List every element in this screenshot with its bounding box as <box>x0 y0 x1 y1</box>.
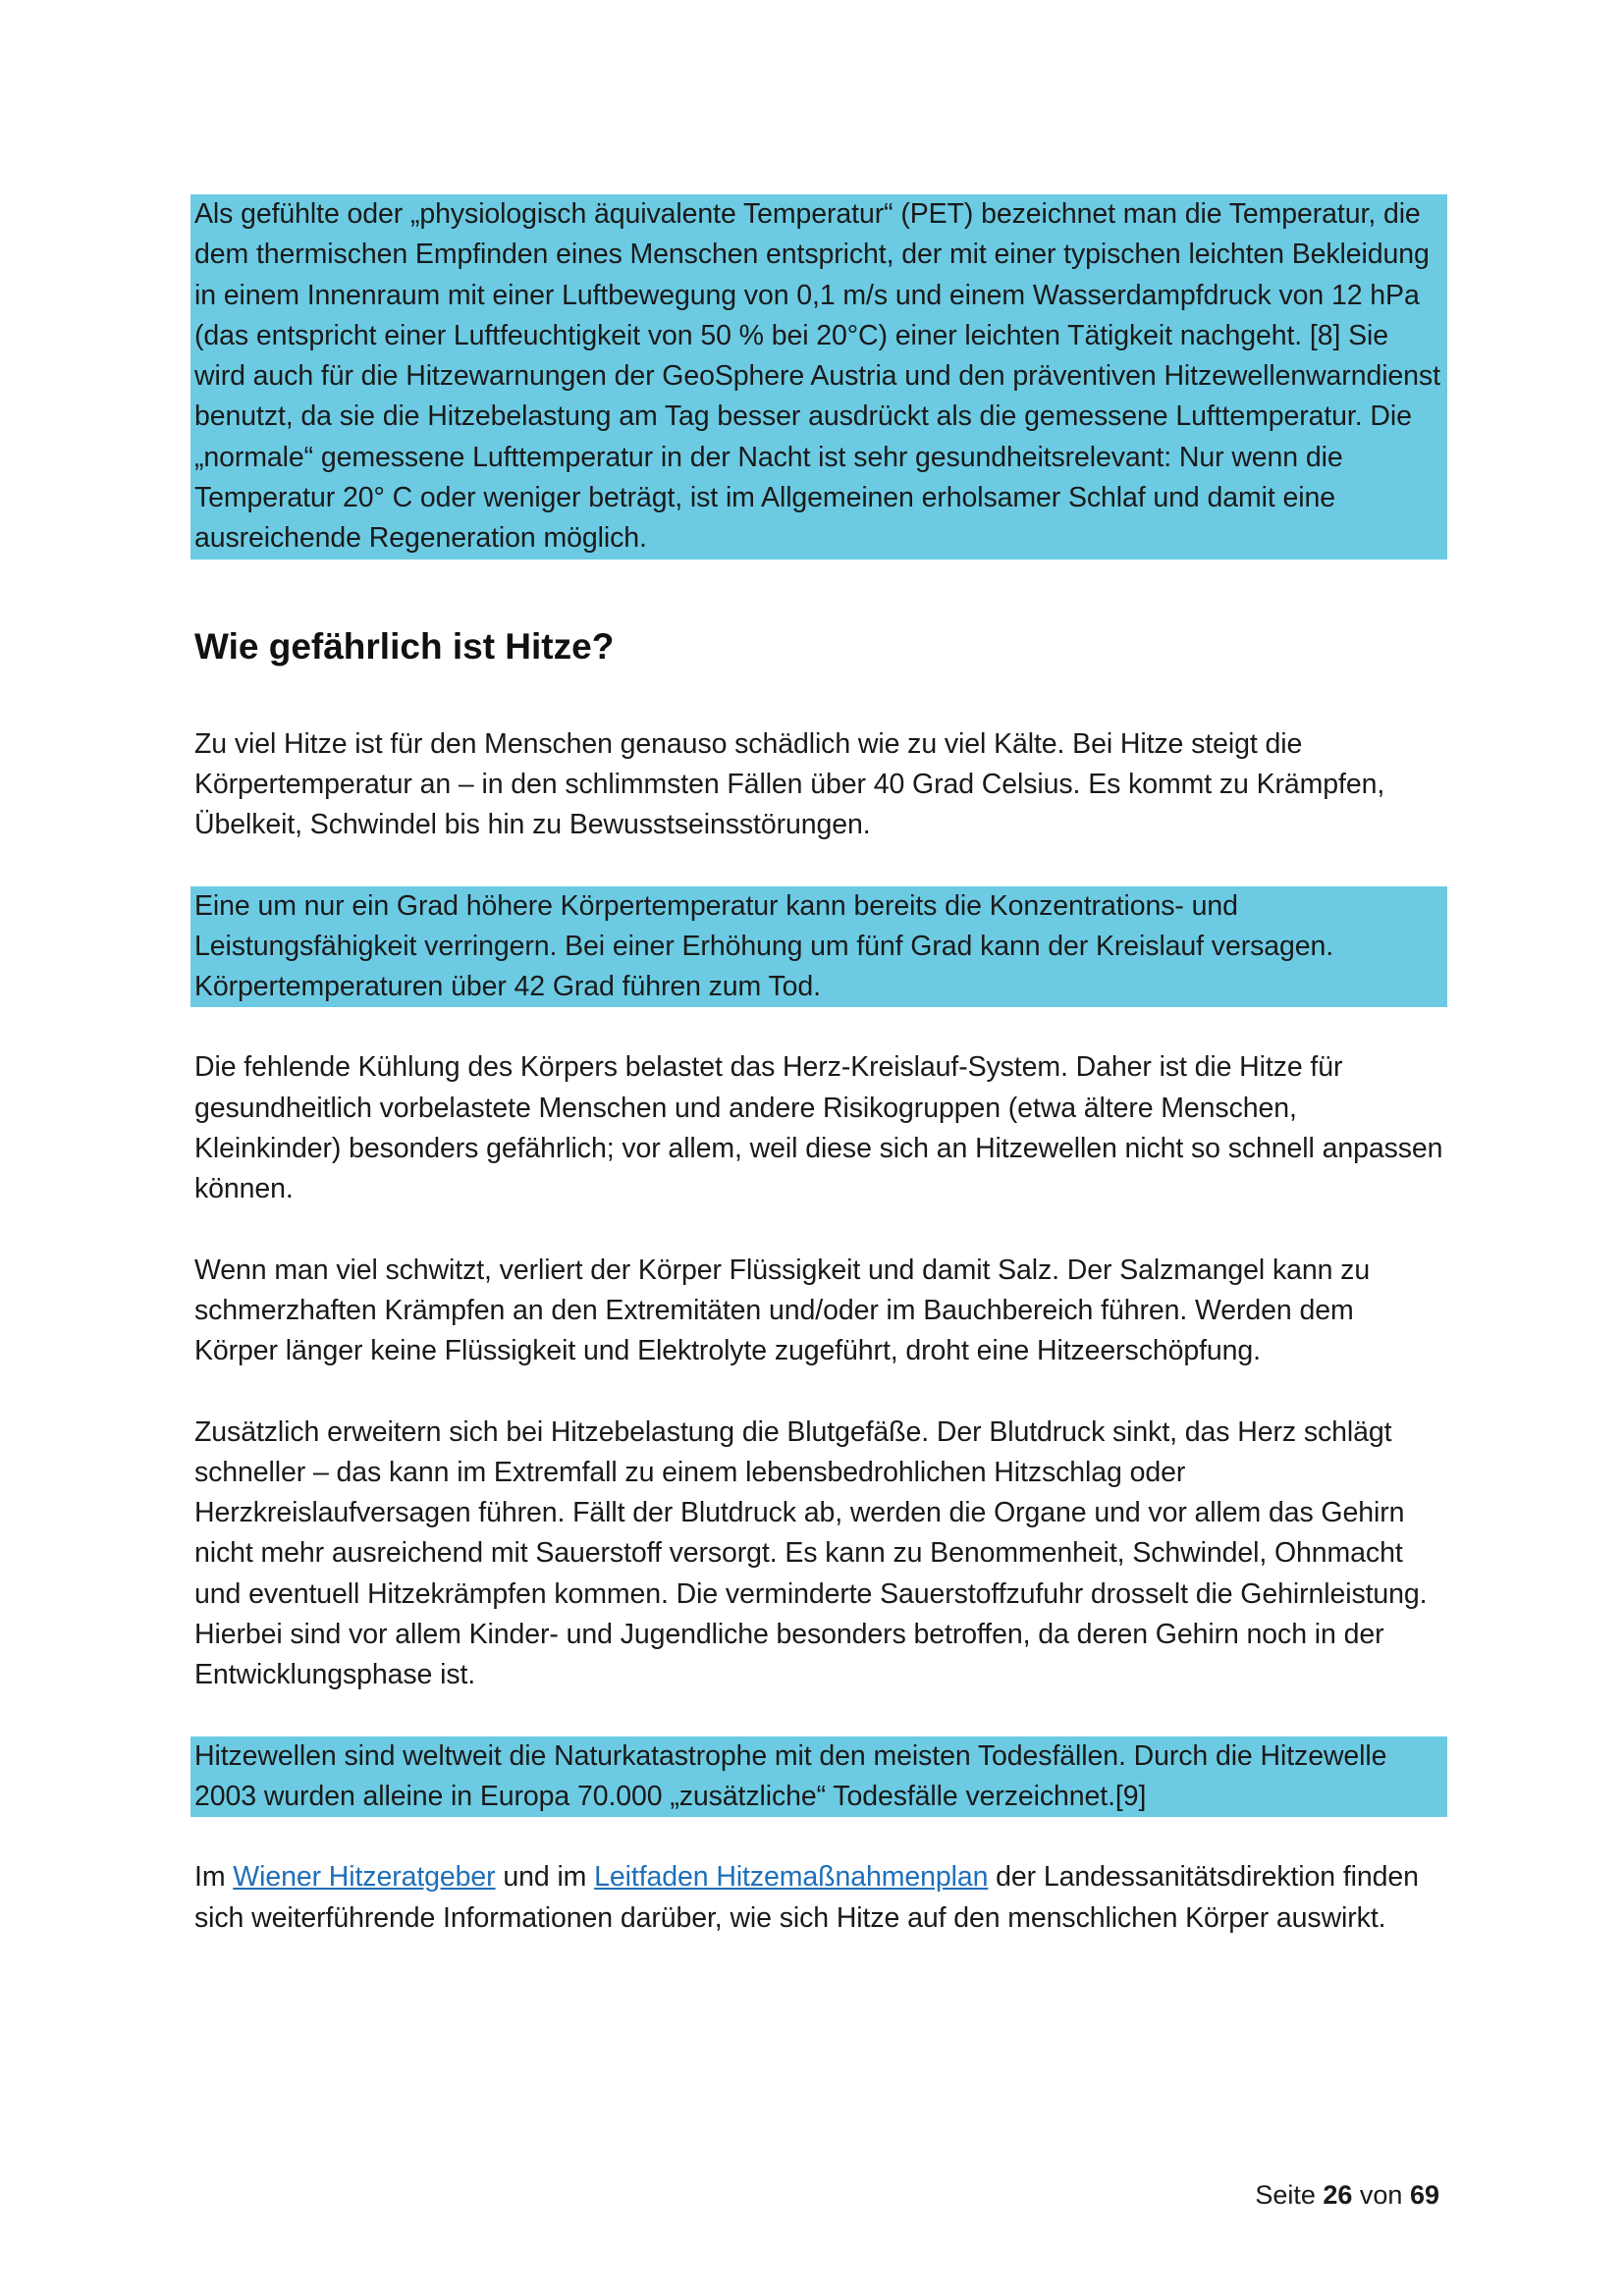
section-heading: Wie gefährlich ist Hitze? <box>194 625 615 667</box>
leitfaden-hitzemassnahmenplan-link[interactable]: Leitfaden Hitzemaßnahmenplan <box>594 1861 989 1894</box>
page-number-middle: von <box>1352 2180 1410 2210</box>
paragraph-links <box>194 1857 1443 1939</box>
highlighted-paragraph-pet: Als gefühlte oder „physiologisch äquivalente Temperatur“ (PET) bezeichnet man die Temperatur, die dem thermischen Empfinden eines Menschen entspricht, der mit einer typischen leichten Bekleidung in einem Innenraum mit einer Luftbewegung von 0,1 m/s und einem Wasserdampfdruck von 12 hPa (das entspricht einer Luftfeuchtigkeit von 50 % bei 20°C) einer leichten Tätigkeit nachgeht. [8] Sie wird auch für die Hitzewarnungen der GeoSphere Austria und den präventiven Hitzewellenwarndienst benutzt, da sie die Hitzebelastung am Tag besser ausdrückt als die gemessene Lufttemperatur. Die „normale“ gemessene Lufttemperatur in der Nacht ist sehr gesundheitsrelevant: Nur wenn die Temperatur 20° C oder weniger beträgt, ist im Allgemeinen erholsamer Schlaf und damit eine ausreichende Regeneration möglich. <box>190 194 1447 560</box>
links-middle: und im <box>495 1861 595 1894</box>
total-pages: 69 <box>1409 2180 1439 2210</box>
paragraph-sweating: Wenn man viel schwitzt, verliert der Körper Flüssigkeit und damit Salz. Der Salzmangel kann zu schmerzhaften Krämpfen an den Extremitäten und/oder im Bauchbereich führen. Werden dem Körper länger keine Flüssigkeit und Elektrolyte zugeführt, droht eine Hitzeerschöpfung. <box>194 1254 1371 1367</box>
paragraph-cooling: Die fehlende Kühlung des Körpers belastet das Herz-Kreislauf-System. Daher ist die Hitze für gesundheitlich vorbelastete Menschen und andere Risikogruppen (etwa ältere Menschen, Kleinkinder) besonders gefährlich; vor allem, weil diese sich an Hitzewellen nicht so schnell anpassen können. <box>194 1051 1443 1205</box>
highlighted-paragraph-heatwaves: Hitzewellen sind weltweit die Naturkatastrophe mit den meisten Todesfällen. Durch die Hitzewelle 2003 wurden alleine in Europa 70.000 „zusätzliche“ Todesfälle verzeichnet.[9] <box>190 1736 1447 1818</box>
highlighted-paragraph-one-degree: Eine um nur ein Grad höhere Körpertemperatur kann bereits die Konzentrations- und Leistungsfähigkeit verringern. Bei einer Erhöhung um fünf Grad kann der Kreislauf versagen. Körpertemperaturen über 42 Grad führen zum Tod. <box>190 886 1447 1008</box>
links-prefix: Im <box>194 1861 234 1894</box>
wiener-hitzeratgeber-link[interactable]: Wiener Hitzeratgeber <box>233 1861 496 1894</box>
page-number <box>1255 2177 1439 2213</box>
links-suffix: der Landessanitätsdirektion finden sich weiterführende Informationen darüber, wie sich Hitze auf den menschlichen Körper auswirkt. <box>194 1861 1419 1934</box>
current-page: 26 <box>1323 2180 1353 2210</box>
page-number-prefix: Seite <box>1255 2180 1324 2210</box>
paragraph-too-much-heat: Zu viel Hitze ist für den Menschen genauso schädlich wie zu viel Kälte. Bei Hitze steigt die Körpertemperatur an – in den schlimmsten Fällen über 40 Grad Celsius. Es kommt zu Krämpfen, Übelkeit, Schwindel bis hin zu Bewusstseinsstörungen. <box>194 727 1385 841</box>
paragraph-blood-vessels: Zusätzlich erweitern sich bei Hitzebelastung die Blutgefäße. Der Blutdruck sinkt, das Herz schlägt schneller – das kann im Extremfall zu einem lebensbedrohlichen Hitzschlag oder Herzkreislaufversagen führen. Fällt der Blutdruck ab, werden die Organe und vor allem das Gehirn nicht mehr ausreichend mit Sauerstoff versorgt. Es kann zu Benommenheit, Schwindel, Ohnmacht und eventuell Hitzekrämpfen kommen. Die verminderte Sauerstoffzufuhr drosselt die Gehirnleistung. Hierbei sind vor allem Kinder- und Jugendliche besonders betroffen, da deren Gehirn noch in der Entwicklungsphase ist. <box>194 1415 1428 1691</box>
page-content <box>194 194 1443 1939</box>
